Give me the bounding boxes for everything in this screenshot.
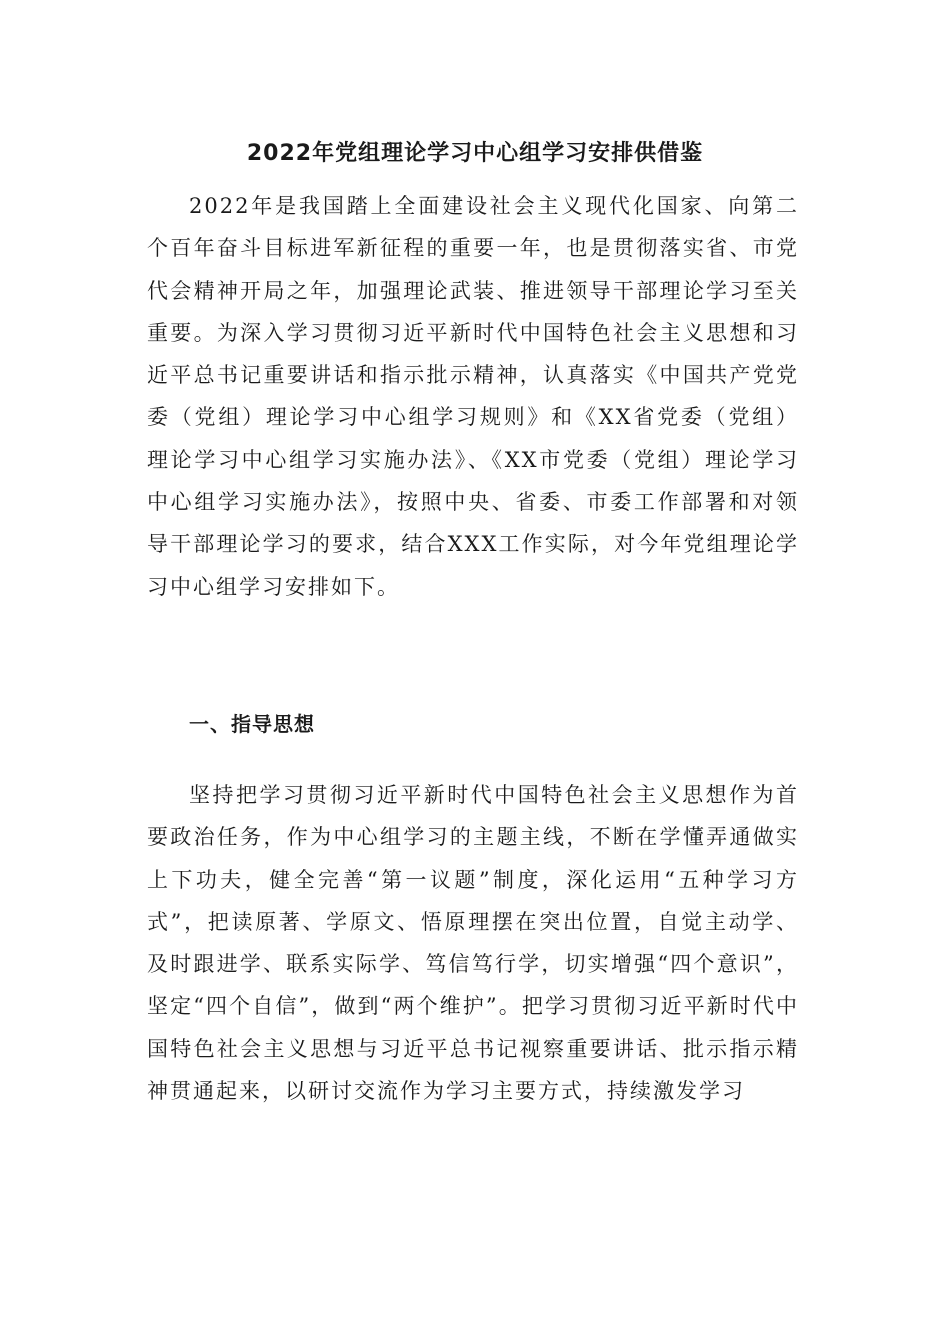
guiding-ideology-paragraph: 坚持把学习贯彻习近平新时代中国特色社会主义思想作为首要政治任务，作为中心组学习的主题主线，不断在学懂弄通做实上下功夫，健全完善“第一议题”制度，深化运用“五种学习方式”，把读原著、学原文、悟原理摆在突出位置，自觉主动学、及时跟进学、联系实际学、笃信笃行学，切实增强“四个意识”，坚定“四个自信”，做到“两个维护”。把学习贯彻习近平新时代中国特色社会主义思想与习近平总书记视察重要讲话、批示指示精神贯通起来，以研讨交流作为学习主要方式，持续激发学习 [147, 783, 799, 1104]
document-title: 2022年党组理论学习中心组学习安排供借鉴 [246, 141, 704, 166]
section-heading-guiding-ideology: 一、指导思想 [189, 712, 315, 736]
intro-paragraph: 2022年是我国踏上全面建设社会主义现代化国家、向第二个百年奋斗目标进军新征程的重要一年，也是贯彻落实省、市党代会精神开局之年，加强理论武装、推进领导干部理论学习至关重要。为深入学习贯彻习近平新时代中国特色社会主义思想和习近平总书记重要讲话和指示批示精神，认真落实《中国共产党党委（党组）理论学习中心组学习规则》和《XX省党委（党组）理论学习中心组学习实施办法》、《XX市党委（党组）理论学习中心组学习实施办法》，按照中央、省委、市委工作部署和对领导干部理论学习的要求，结合XXX工作实际，对今年党组理论学习中心组学习安排如下。 [147, 194, 799, 599]
